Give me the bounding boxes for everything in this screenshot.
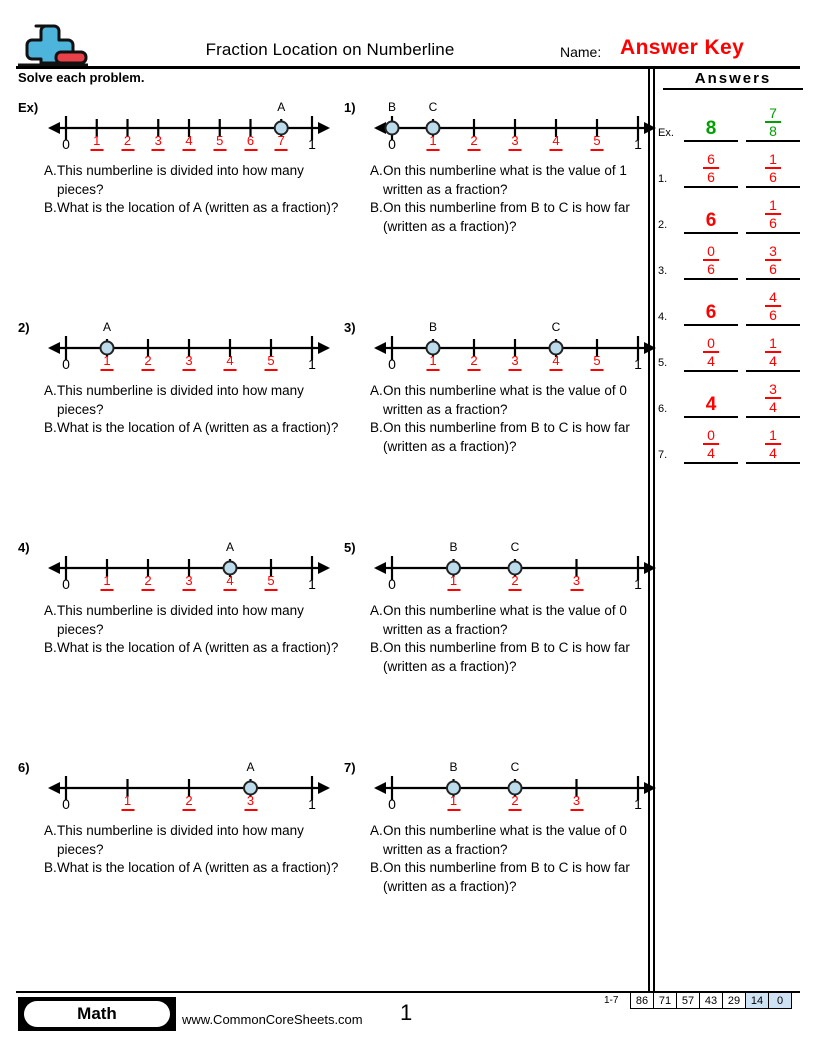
- question-b-tag: B.: [370, 860, 383, 875]
- answers-list: [658, 96, 808, 464]
- question-a-text: This numberline is divided into how many pieces?: [57, 603, 304, 637]
- page-number: 1: [400, 1000, 413, 1025]
- numberline-marker-label: B: [449, 760, 458, 774]
- numberline-tick-fraction: 5: [591, 354, 604, 371]
- score-scale-label: 1-7: [604, 995, 619, 1006]
- question-a-text: On this numberline what is the value of 0 written as a fraction?: [383, 603, 627, 637]
- numberline-tick-fraction: 5: [213, 134, 226, 151]
- answer-cell-a: [684, 372, 738, 418]
- answer-fraction: [765, 336, 781, 370]
- question-b: [44, 419, 344, 438]
- problem-questions: [370, 822, 670, 896]
- score-box: 71: [653, 992, 677, 1009]
- answer-value: 6: [705, 210, 717, 231]
- numberline-tick-fraction: 5: [591, 134, 604, 151]
- answer-row: [658, 372, 808, 418]
- question-a-tag: A.: [44, 823, 57, 838]
- fraction-denominator: 4: [769, 399, 777, 415]
- question-b-tag: B.: [370, 640, 383, 655]
- answer-cell-b: [746, 326, 800, 372]
- answer-fraction: [765, 198, 781, 232]
- header-divider: [16, 66, 800, 69]
- answer-cell-a: [684, 326, 738, 372]
- problem-questions: [370, 382, 670, 456]
- question-b: [44, 639, 344, 658]
- fraction-denominator: 4: [707, 353, 715, 369]
- question-a: [44, 602, 344, 639]
- question-a-tag: A.: [44, 383, 57, 398]
- numberline-tick-fraction: 2: [142, 354, 155, 371]
- numberline-tick-fraction: 4: [224, 354, 237, 371]
- question-b-text: On this numberline from B to C is how far (written as a fraction)?: [383, 420, 630, 454]
- fraction-numerator: 3: [769, 243, 777, 259]
- question-b-tag: B.: [44, 640, 57, 655]
- answer-cell-b: [746, 280, 800, 326]
- fraction-numerator: 0: [707, 243, 715, 259]
- answer-row-index: 3.: [658, 265, 668, 277]
- numberline-tick-fraction: 2: [468, 134, 481, 151]
- numberline-tick-fraction: 1: [427, 134, 440, 151]
- answer-row-index: 6.: [658, 403, 668, 415]
- numberline-marker-label: C: [510, 540, 520, 554]
- numberline-marker-label: C: [428, 100, 438, 114]
- numberline-start-label: 0: [388, 136, 396, 152]
- numberline-end-label: 1: [634, 356, 642, 372]
- answer-row-index: 5.: [658, 357, 668, 369]
- fraction-numerator: 4: [769, 289, 777, 305]
- answers-heading: Answers: [663, 70, 803, 90]
- answer-row: [658, 234, 808, 280]
- answer-cell-a: [684, 234, 738, 280]
- question-a-text: This numberline is divided into how many pieces?: [57, 823, 304, 857]
- numberline-tick-fraction: 4: [224, 574, 237, 591]
- numberline-tick-fraction: 1: [101, 354, 114, 371]
- answer-cell-b: [746, 372, 800, 418]
- question-b-text: On this numberline from B to C is how far (written as a fraction)?: [383, 640, 630, 674]
- answer-cell-a: [684, 96, 738, 142]
- answer-value: 8: [705, 118, 717, 139]
- numberline-tick-fraction: 1: [427, 354, 440, 371]
- question-a: [370, 602, 670, 639]
- answer-fraction: [703, 244, 719, 278]
- numberline-end-label: 1: [308, 796, 316, 812]
- question-a-text: This numberline is divided into how many pieces?: [57, 163, 304, 197]
- fraction-numerator: 1: [769, 427, 777, 443]
- answer-row-index: 1.: [658, 173, 668, 185]
- fraction-numerator: 6: [707, 151, 715, 167]
- problem-number: 7): [344, 760, 356, 775]
- answer-cell-b: [746, 234, 800, 280]
- score-box: 14: [745, 992, 769, 1009]
- numberline-marker-label: C: [510, 760, 520, 774]
- answer-fraction: [765, 290, 781, 324]
- problem-number: 4): [18, 540, 30, 555]
- score-box: 57: [676, 992, 700, 1009]
- numberline-tick-fraction: 3: [183, 354, 196, 371]
- fraction-denominator: 6: [769, 307, 777, 323]
- question-a-tag: A.: [44, 603, 57, 618]
- score-box: 43: [699, 992, 723, 1009]
- numberline-tick-fraction: 1: [121, 794, 134, 811]
- answer-fraction: [703, 428, 719, 462]
- problem-number: 1): [344, 100, 356, 115]
- fraction-denominator: 4: [769, 445, 777, 461]
- numberline-start-label: 0: [388, 356, 396, 372]
- numberline-tick-fraction: 4: [550, 354, 563, 371]
- problem-number: 5): [344, 540, 356, 555]
- numberline-tick-fraction: 2: [468, 354, 481, 371]
- answer-cell-a: [684, 280, 738, 326]
- name-label: Name:: [560, 44, 602, 60]
- answer-row: [658, 280, 808, 326]
- page-title: Fraction Location on Numberline: [205, 40, 455, 59]
- numberline-marker-label: A: [277, 100, 286, 114]
- question-b-text: What is the location of A (written as a fraction)?: [57, 640, 339, 655]
- numberline-marker-label: A: [225, 540, 235, 554]
- fraction-denominator: 6: [769, 215, 777, 231]
- numberline-end-label: 1: [634, 576, 642, 592]
- problem-number: 6): [18, 760, 30, 775]
- answer-fraction: [765, 106, 781, 140]
- answer-fraction: [703, 336, 719, 370]
- plus-minus-logo-icon: [16, 22, 90, 68]
- numberline-tick-fraction: 4: [183, 134, 196, 151]
- numberline-marker-label: B: [387, 100, 397, 114]
- answer-row: [658, 96, 808, 142]
- numberline-end-label: 1: [308, 136, 316, 152]
- problem-number: Ex): [18, 100, 39, 115]
- question-a: [370, 822, 670, 859]
- numberline: [370, 540, 640, 602]
- answer-fraction: [765, 382, 781, 416]
- numberline-marker-label: A: [102, 320, 112, 334]
- question-b: [370, 199, 670, 236]
- problem-number: 2): [18, 320, 30, 335]
- numberline-start-label: 0: [62, 796, 70, 812]
- question-b: [370, 419, 670, 456]
- fraction-denominator: 6: [707, 261, 715, 277]
- numberline-tick-fraction: 3: [183, 574, 196, 591]
- numberline-end-label: 1: [634, 136, 642, 152]
- fraction-denominator: 8: [769, 123, 777, 139]
- question-a-tag: A.: [370, 603, 383, 618]
- subject-badge-label: Math: [24, 1001, 170, 1027]
- question-b-tag: B.: [44, 420, 57, 435]
- question-b-tag: B.: [44, 860, 57, 875]
- numberline: [44, 320, 314, 382]
- numberline-tick-fraction: 4: [550, 134, 563, 151]
- question-b-text: On this numberline from B to C is how far (written as a fraction)?: [383, 860, 630, 894]
- numberline: [370, 320, 640, 382]
- answer-row-index: 2.: [658, 219, 668, 231]
- numberline-end-label: 1: [634, 796, 642, 812]
- numberline-tick-fraction: 6: [244, 134, 257, 151]
- answer-value: 6: [705, 302, 717, 323]
- numberline-marker-label: B: [428, 320, 438, 334]
- question-a-text: On this numberline what is the value of 0 written as a fraction?: [383, 383, 627, 417]
- numberline-tick-fraction: 3: [509, 134, 522, 151]
- question-a: [44, 822, 344, 859]
- numberline-end-label: 1: [308, 576, 316, 592]
- fraction-numerator: 1: [769, 335, 777, 351]
- question-b-tag: B.: [44, 200, 57, 215]
- numberline-start-label: 0: [62, 576, 70, 592]
- numberline-tick-fraction: 1: [101, 574, 114, 591]
- question-a-tag: A.: [44, 163, 57, 178]
- question-a-text: On this numberline what is the value of 1 written as a fraction?: [383, 163, 627, 197]
- fraction-denominator: 6: [707, 169, 715, 185]
- question-b-tag: B.: [370, 200, 383, 215]
- problem-questions: [44, 382, 344, 438]
- numberline-start-label: 0: [62, 136, 70, 152]
- answer-key-badge: Answer Key: [620, 36, 745, 59]
- numberline-tick-fraction: 1: [447, 794, 460, 811]
- question-b-text: What is the location of A (written as a fraction)?: [57, 420, 339, 435]
- question-a-text: This numberline is divided into how many pieces?: [57, 383, 304, 417]
- answer-fraction: [765, 152, 781, 186]
- question-a-tag: A.: [370, 383, 383, 398]
- answer-row: [658, 142, 808, 188]
- numberline-tick-fraction: 1: [447, 574, 460, 591]
- numberline-tick-fraction: 1: [90, 134, 103, 151]
- numberline: [44, 540, 314, 602]
- answer-fraction: [703, 152, 719, 186]
- question-b: [370, 859, 670, 896]
- numberline: [370, 100, 640, 162]
- numberline-start-label: 0: [388, 796, 396, 812]
- answer-cell-a: [684, 188, 738, 234]
- numberline: [44, 100, 314, 162]
- numberline-tick-fraction: 2: [121, 134, 134, 151]
- question-a-text: On this numberline what is the value of 0 written as a fraction?: [383, 823, 627, 857]
- numberline-tick-fraction: 2: [183, 794, 196, 811]
- answer-row: [658, 418, 808, 464]
- fraction-numerator: 7: [769, 105, 777, 121]
- numberline-marker-label: A: [246, 760, 255, 774]
- fraction-numerator: 0: [707, 335, 715, 351]
- numberline-start-label: 0: [62, 356, 70, 372]
- question-b-text: What is the location of A (written as a fraction)?: [57, 200, 339, 215]
- answer-row: [658, 326, 808, 372]
- numberline-tick-fraction: 5: [265, 574, 278, 591]
- numberline-tick-fraction: 2: [142, 574, 155, 591]
- question-a: [370, 382, 670, 419]
- fraction-numerator: 1: [769, 197, 777, 213]
- question-a: [44, 162, 344, 199]
- problem-questions: [44, 602, 344, 658]
- answer-cell-b: [746, 96, 800, 142]
- answer-fraction: [765, 244, 781, 278]
- numberline-tick-fraction: 3: [244, 794, 257, 811]
- website-url: www.CommonCoreSheets.com: [182, 1012, 363, 1027]
- problem-questions: [44, 162, 344, 218]
- score-scale-boxes: [631, 992, 792, 1009]
- numberline-tick-fraction: 3: [509, 354, 522, 371]
- question-b: [44, 199, 344, 218]
- numberline-tick-fraction: 3: [570, 574, 583, 591]
- numberline: [370, 760, 640, 822]
- numberline-tick-fraction: 5: [265, 354, 278, 371]
- numberline-tick-fraction: 2: [509, 794, 522, 811]
- fraction-denominator: 6: [769, 169, 777, 185]
- problem-questions: [370, 162, 670, 236]
- score-box: 29: [722, 992, 746, 1009]
- question-a: [370, 162, 670, 199]
- answer-cell-a: [684, 142, 738, 188]
- subject-badge: [18, 997, 176, 1031]
- answer-cell-b: [746, 188, 800, 234]
- answer-cell-a: [684, 418, 738, 464]
- score-box: 0: [768, 992, 792, 1009]
- problem-questions: [370, 602, 670, 676]
- fraction-numerator: 1: [769, 151, 777, 167]
- question-b: [44, 859, 344, 878]
- numberline-end-label: 1: [308, 356, 316, 372]
- fraction-denominator: 6: [769, 261, 777, 277]
- question-b-text: On this numberline from B to C is how far (written as a fraction)?: [383, 200, 630, 234]
- numberline-tick-fraction: 7: [275, 134, 288, 151]
- answer-cell-b: [746, 418, 800, 464]
- answer-row-index: Ex.: [658, 127, 674, 139]
- answer-row-index: 7.: [658, 449, 668, 461]
- question-a: [44, 382, 344, 419]
- answer-row: [658, 188, 808, 234]
- problem-number: 3): [344, 320, 356, 335]
- question-b-text: What is the location of A (written as a fraction)?: [57, 860, 339, 875]
- question-a-tag: A.: [370, 163, 383, 178]
- question-b-tag: B.: [370, 420, 383, 435]
- problem-questions: [44, 822, 344, 878]
- numberline-tick-fraction: 2: [509, 574, 522, 591]
- answer-fraction: [765, 428, 781, 462]
- numberline-tick-fraction: 3: [570, 794, 583, 811]
- answer-value: 4: [705, 394, 717, 415]
- answer-cell-b: [746, 142, 800, 188]
- fraction-numerator: 0: [707, 427, 715, 443]
- numberline-marker-label: C: [551, 320, 561, 334]
- fraction-denominator: 4: [769, 353, 777, 369]
- instruction-text: Solve each problem.: [18, 70, 145, 85]
- numberline: [44, 760, 314, 822]
- fraction-denominator: 4: [707, 445, 715, 461]
- numberline-start-label: 0: [388, 576, 396, 592]
- score-box: 86: [630, 992, 654, 1009]
- numberline-marker-label: B: [449, 540, 458, 554]
- numberline-tick-fraction: 3: [152, 134, 165, 151]
- question-b: [370, 639, 670, 676]
- answer-row-index: 4.: [658, 311, 668, 323]
- fraction-numerator: 3: [769, 381, 777, 397]
- question-a-tag: A.: [370, 823, 383, 838]
